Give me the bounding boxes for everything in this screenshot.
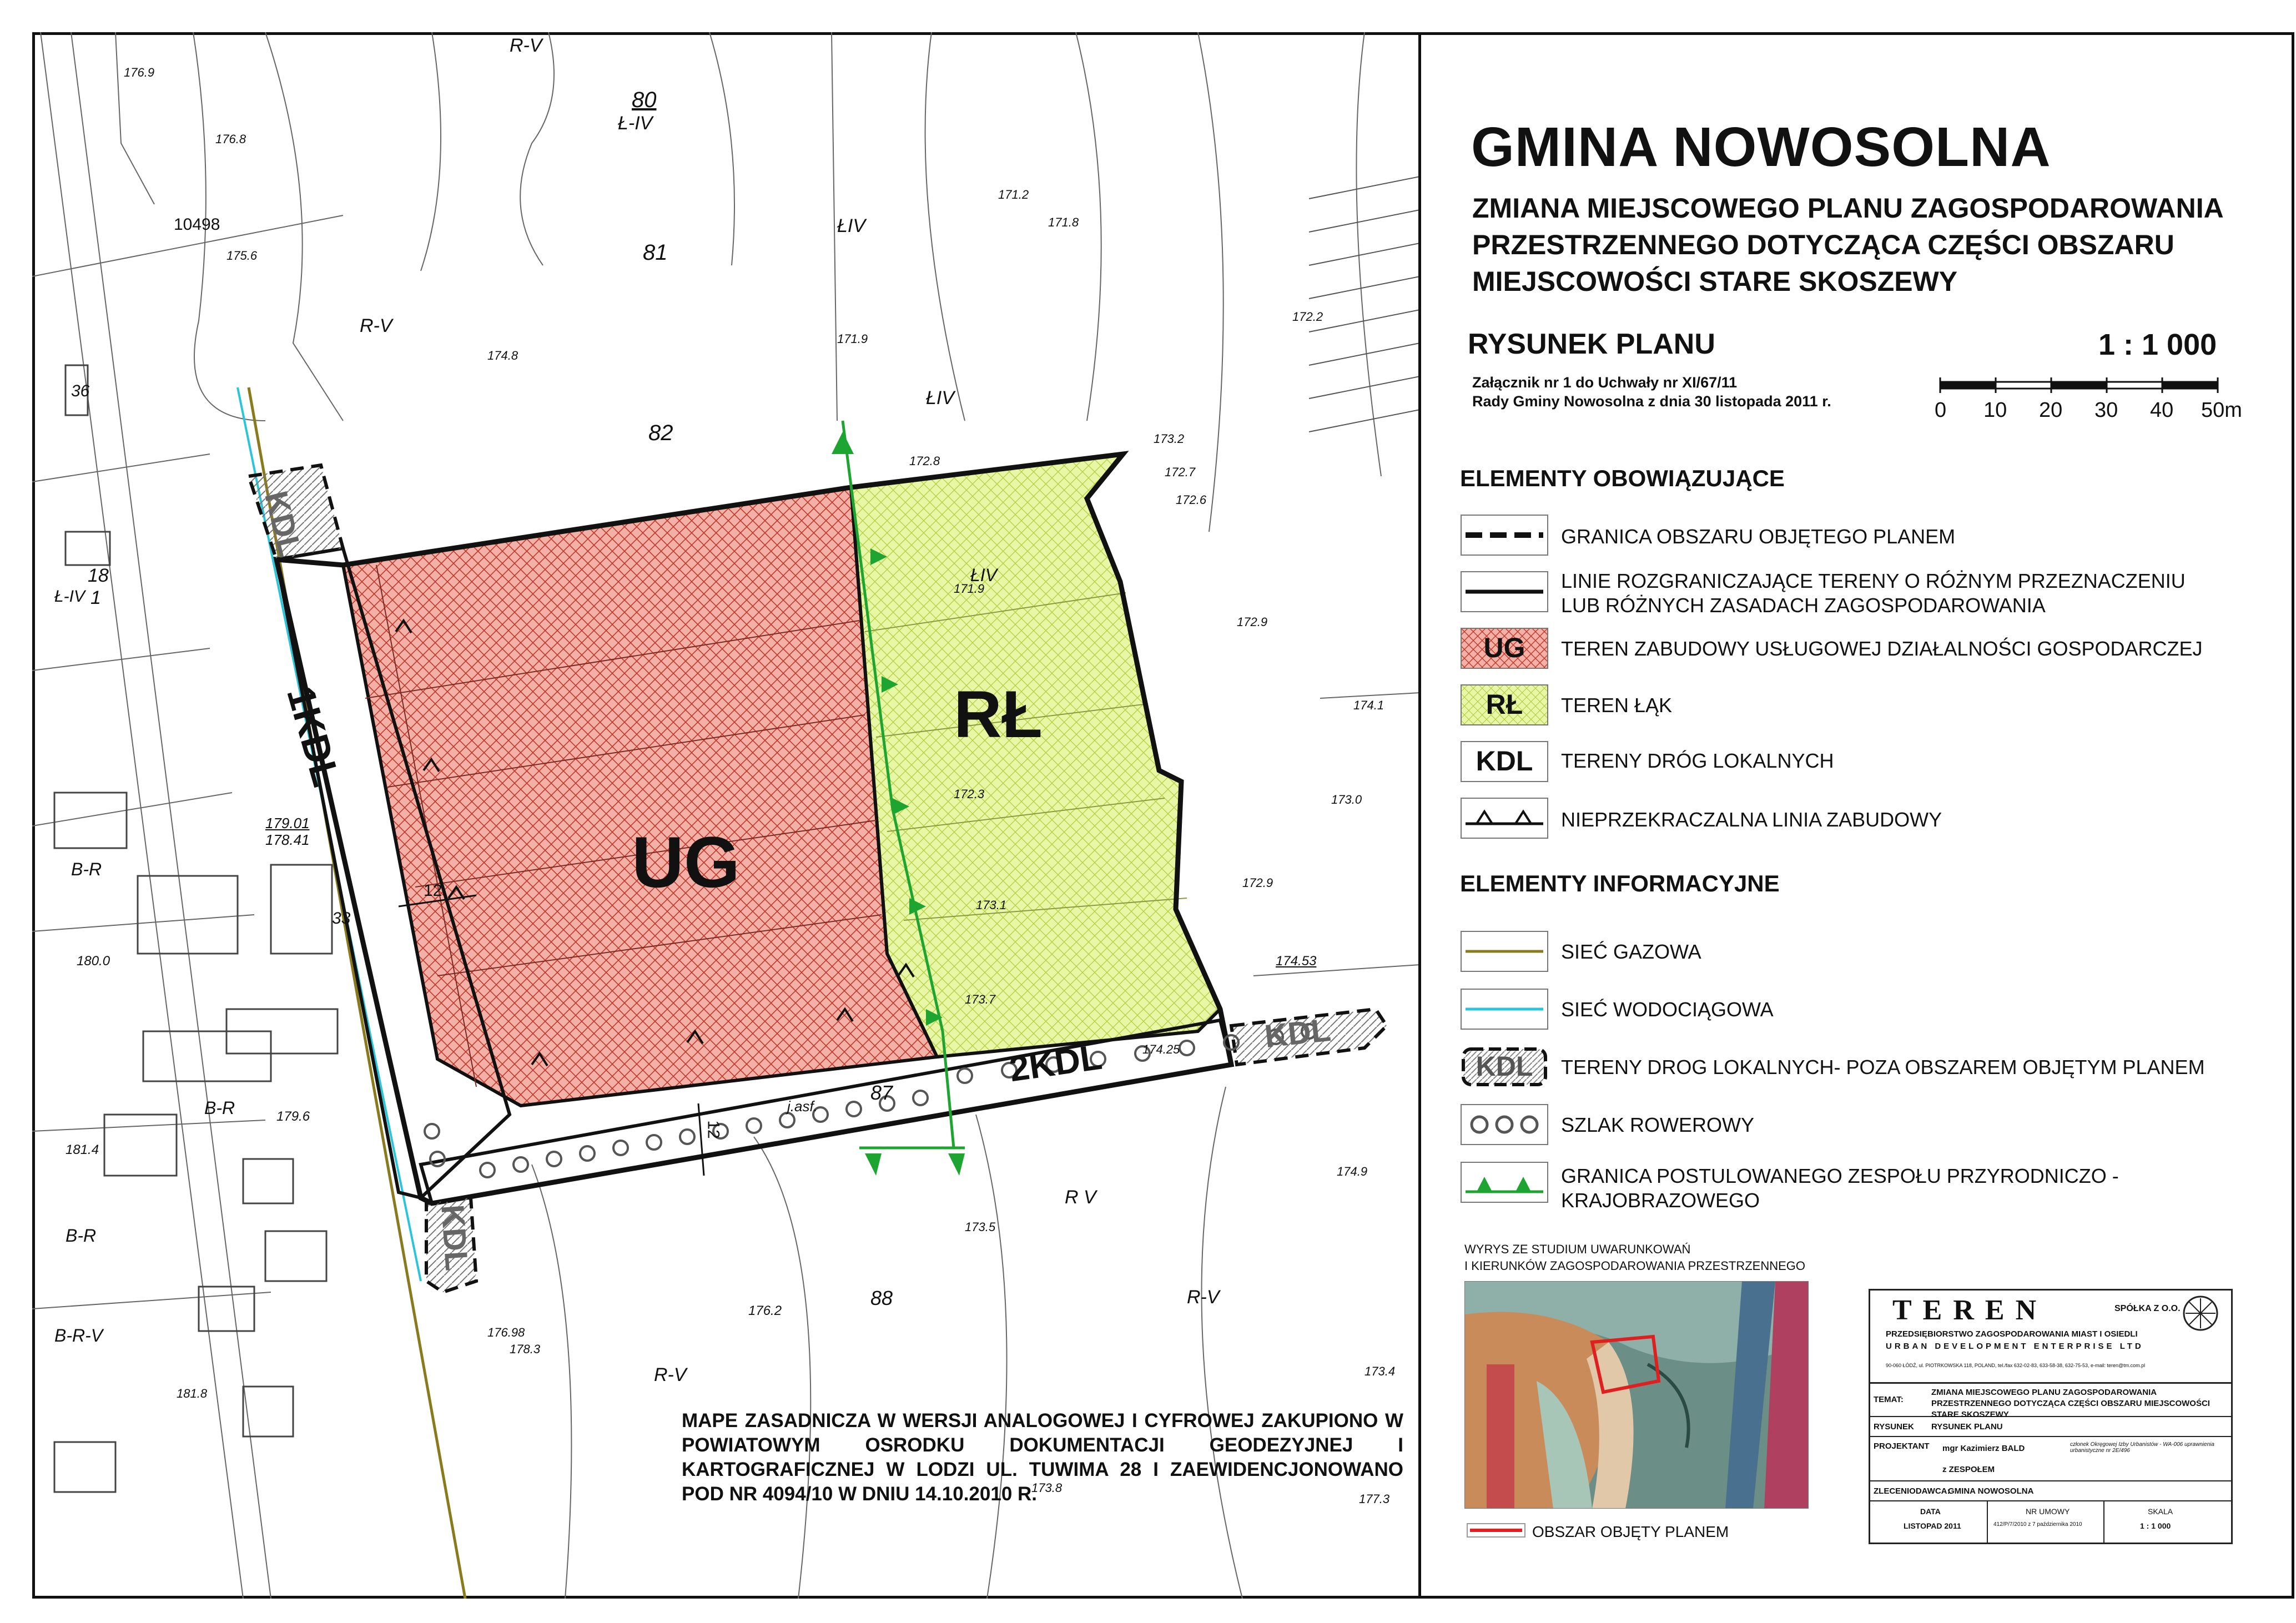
road-kdl-right-label: KDL (1262, 1011, 1333, 1055)
legend-text-plan-boundary: GRANICA OBSZARU OBJĘTEGO PLANEM (1561, 525, 1956, 548)
elevation-point: 174.1 (1353, 698, 1384, 712)
elevation-point: 173.2 (1154, 432, 1185, 446)
legend-symbol-bicycle-trail (1460, 1103, 1549, 1146)
study-caption-1: WYRYS ZE STUDIUM UWARUNKOWAŃ (1464, 1242, 1691, 1256)
elevation-point: 178.41 (265, 831, 310, 848)
legend-text-building-line: NIEPRZEKRACZALNA LINIA ZABUDOWY (1561, 808, 1942, 831)
soil-class: Ł-IV (618, 113, 653, 134)
soil-class: ŁIV (970, 565, 998, 585)
study-legend-text: OBSZAR OBJĘTY PLANEM (1532, 1523, 1729, 1540)
elevation-point: 174.9 (1337, 1165, 1368, 1178)
elevation-point: 176.98 (487, 1325, 525, 1339)
elevation-point: 173.0 (1331, 793, 1362, 807)
projektant-value: mgr Kazimierz BALD (1942, 1444, 2025, 1453)
elevation-point: 178.3 (510, 1342, 541, 1356)
soil-class: ŁIV (837, 215, 866, 236)
plan-subtitle-line-1: ZMIANA MIEJSCOWEGO PLANU ZAGOSPODAROWANIA (1472, 193, 2224, 224)
elevation-point: 172.3 (954, 787, 985, 801)
elevation-point: 172.6 (1176, 493, 1207, 507)
soil-class: B-R-V (54, 1325, 103, 1345)
legend-text-nature-area-1: GRANICA POSTULOWANEGO ZESPOŁU PRZYRODNICZO - (1561, 1165, 2119, 1187)
scale-tick: 40 (2150, 399, 2174, 422)
legend-text-nature-area-2: KRAJOBRAZOWEGO (1561, 1189, 1760, 1212)
elevation-point: 173.5 (965, 1220, 996, 1234)
parcel-number: 88 (870, 1287, 893, 1309)
elevation-point: 171.9 (954, 582, 985, 596)
elevation-point: 174.25 (1142, 1042, 1180, 1056)
elevation-point: 171.2 (998, 188, 1029, 201)
parcel-number: 33 (332, 909, 351, 928)
projektant-note: członek Okręgowej Izby Urbanistów - WA-006 uprawnienia urbanistyczne nr 2E/496 (2070, 1441, 2214, 1454)
legend-info-heading: ELEMENTY INFORMACYJNE (1460, 870, 1780, 896)
municipality-title: GMINA NOWOSOLNA (1471, 116, 2051, 178)
projektant-label: PROJEKTANT (1874, 1441, 1930, 1451)
elevation-point: 172.2 (1292, 310, 1323, 324)
legend-binding-heading: ELEMENTY OBOWIĄZUJĄCE (1460, 465, 1785, 491)
data-value: LISTOPAD 2011 (1904, 1521, 1961, 1530)
road-2kdl-label: 2KDL (1006, 1036, 1105, 1090)
zone-ug-label: UG (632, 821, 740, 903)
soil-class: B-R (66, 1226, 97, 1246)
skala-label: SKALA (2148, 1507, 2173, 1516)
legend-text-rl: TEREN ŁĄK (1561, 694, 1673, 717)
legend-code-rl: RŁ (1486, 689, 1523, 720)
soil-class: R V (1065, 1187, 1096, 1208)
elevation-point: 173.8 (1031, 1481, 1063, 1495)
road-1kdl-label: 1KDL (279, 682, 349, 792)
elevation-point: 172.9 (1242, 876, 1273, 890)
company-line-1: PRZEDSIĘBIORSTWO ZAGOSPODAROWANIA MIAST I OSIEDLI (1886, 1329, 2138, 1339)
title-block (1869, 1289, 2233, 1544)
boundary-parcel-number: 10498 (174, 215, 220, 234)
company-suffix: SPÓŁKA Z O.O. (2114, 1304, 2181, 1313)
parcel-number: 81 (643, 240, 668, 265)
legend-symbol-plan-boundary (1460, 514, 1549, 556)
parcel-number: 80 (632, 88, 657, 112)
legend-symbol-division-lines (1460, 571, 1549, 613)
attachment-line-1: Załącznik nr 1 do Uchwały nr XI/67/11 (1472, 374, 1738, 391)
parcel-number: 36 (71, 382, 90, 400)
company-name: TEREN (1892, 1294, 2048, 1326)
soil-class: ŁIV (926, 387, 955, 409)
road-surface-label: j.asf. (787, 1098, 818, 1115)
company-logo-icon (2181, 1294, 2220, 1333)
soil-class: B-R (71, 859, 102, 879)
drawing-title: RYSUNEK PLANU (1468, 328, 1715, 360)
scale-tick: 10 (1983, 399, 2007, 422)
legend-text-water: SIEĆ WODOCIĄGOWA (1561, 998, 1774, 1021)
elevation-point: 173.1 (976, 898, 1007, 912)
legend-text-kdl: TERENY DRÓG LOKALNYCH (1561, 749, 1834, 772)
soil-class: B-R (204, 1098, 235, 1118)
umowa-label: NR UMOWY (2026, 1507, 2070, 1516)
zleceniodawca-label: ZLECENIODAWCA: (1874, 1486, 1950, 1496)
elevation-point: 172.9 (1237, 615, 1268, 629)
elevation-point: 177.3 (1359, 1492, 1390, 1506)
legend-symbol-nature-area (1460, 1161, 1549, 1203)
scale-tick: 20 (2039, 399, 2063, 422)
elevation-point: 179.01 (265, 815, 310, 831)
parcel-number: 18 (88, 565, 109, 586)
temat-value: ZMIANA MIEJSCOWEGO PLANU ZAGOSPODAROWANIA PRZESTRZENNEGO DOTYCZĄCA CZĘŚCI OBSZARU MIEJSCOWOŚCI STARE SKOSZEWY (1931, 1388, 2210, 1419)
legend-text-gas: SIEĆ GAZOWA (1561, 940, 1701, 963)
parcel-number: 82 (648, 421, 673, 445)
elevation-point: 174.53 (1276, 954, 1317, 969)
umowa-value: 412/P/7/2010 z 7 października 2010 (1993, 1521, 2082, 1528)
elevation-point: 173.4 (1364, 1364, 1396, 1378)
plan-subtitle-line-3: MIEJSCOWOŚCI STARE SKOSZEWY (1472, 266, 1958, 297)
legend-panel (1421, 32, 2293, 1599)
elevation-point: 176.9 (124, 65, 155, 79)
legend-code-ug: UG (1483, 632, 1525, 663)
company-address: 90-060 ŁÓDŹ, ul. PIOTRKOWSKA 118, POLAND, tel./fax 632-02-83, 633-58-38, 632-75-53, e-mail: teren@tm.com.pl (1886, 1363, 2146, 1368)
dimension-12-a: 12 (424, 881, 442, 900)
legend-text-kdl-outside: TERENY DROG LOKALNYCH- POZA OBSZAREM OBJĘTYM PLANEM (1561, 1056, 2205, 1078)
legend-text-bicycle-trail: SZLAK ROWEROWY (1561, 1113, 1755, 1136)
drawing-scale: 1 : 1 000 (2098, 328, 2217, 361)
map-canvas (32, 32, 1420, 1599)
elevation-point: 181.8 (177, 1387, 208, 1400)
elevation-point: 179.6 (276, 1109, 310, 1124)
study-extract-map (1464, 1281, 1809, 1509)
plan-map[interactable] (32, 32, 1420, 1599)
elevation-point: 180.0 (77, 954, 110, 969)
dimension-12-b: 12 (704, 1120, 723, 1139)
rysunek-label: RYSUNEK (1874, 1422, 1914, 1432)
temat-label: TEMAT: (1874, 1395, 1904, 1404)
legend-code-kdl-outside: KDL (1476, 1051, 1533, 1082)
parcel-number: 87 (870, 1081, 893, 1104)
plan-subtitle-line-2: PRZESTRZENNEGO DOTYCZĄCA CZĘŚCI OBSZARU (1472, 229, 2174, 260)
legend-text-division-lines-2: LUB RÓŻNYCH ZASADACH ZAGOSPODAROWANIA (1561, 594, 2046, 617)
data-label: DATA (1920, 1507, 1941, 1516)
elevation-point: 172.7 (1165, 465, 1196, 479)
legend-symbol-building-line (1460, 797, 1549, 839)
skala-value: 1 : 1 000 (2140, 1521, 2171, 1530)
attachment-line-2: Rady Gminy Nowosolna z dnia 30 listopada 2011 r. (1472, 393, 1831, 410)
soil-class: Ł-IV (54, 587, 85, 606)
study-caption-2: I KIERUNKÓW ZAGOSPODAROWANIA PRZESTRZENNEGO (1464, 1259, 1806, 1273)
elevation-point: 172.8 (909, 454, 940, 468)
soil-class: R-V (1187, 1287, 1220, 1308)
base-map-note: MAPE ZASADNICZA W WERSJI ANALOGOWEJ I CYFROWEJ ZAKUPIONO W POWIATOWYM OSRODKU DOKUMENTACJI GEODEZYJNEJ I KARTOGRAFICZNEJ W LODZI UL. TUWIMA 28 I ZAEWIDENCJONOWANO POD NR 4094/10 W DNIU 14.10.2010 R. (682, 1410, 1403, 1505)
team-label: z ZESPOŁEM (1942, 1465, 1995, 1474)
rysunek-value: RYSUNEK PLANU (1931, 1422, 2003, 1432)
legend-code-kdl: KDL (1476, 745, 1533, 777)
soil-class: R-V (360, 315, 392, 336)
elevation-point: 171.9 (837, 332, 868, 346)
elevation-point: 176.8 (215, 132, 246, 146)
study-legend-symbol (1466, 1522, 1527, 1539)
parcel-number: 1 (90, 587, 101, 608)
road-kdl-top-label: KDL (257, 487, 309, 561)
zleceniodawca-value: GMINA NOWOSOLNA (1948, 1486, 2034, 1496)
elevation-point: 181.4 (66, 1142, 99, 1157)
soil-class: R-V (654, 1364, 687, 1385)
scale-tick: 0 (1935, 399, 1947, 422)
elevation-point: 171.8 (1048, 215, 1079, 229)
zone-rl-label: RŁ (954, 677, 1043, 752)
elevation-point: 176.2 (748, 1303, 782, 1318)
scale-tick: 50m (2201, 399, 2242, 422)
road-kdl-bottom-label: KDL (434, 1203, 475, 1272)
legend-symbol-water (1460, 988, 1549, 1030)
elevation-point: 173.7 (965, 992, 996, 1006)
scale-tick: 30 (2094, 399, 2118, 422)
legend-symbol-gas (1460, 930, 1549, 972)
company-line-2: URBAN DEVELOPMENT ENTERPRISE LTD (1886, 1342, 2144, 1351)
soil-class: R-V (510, 35, 542, 56)
legend-text-division-lines-1: LINIE ROZGRANICZAJĄCE TERENY O RÓŻNYM PRZEZNACZENIU (1561, 569, 2186, 592)
legend-text-ug: TEREN ZABUDOWY USŁUGOWEJ DZIAŁALNOŚCI GOSPODARCZEJ (1561, 637, 2203, 660)
elevation-point: 175.6 (226, 249, 258, 263)
scale-bar (1937, 376, 2226, 399)
ditch-hatching (1309, 177, 1420, 432)
elevation-point: 174.8 (487, 349, 518, 362)
